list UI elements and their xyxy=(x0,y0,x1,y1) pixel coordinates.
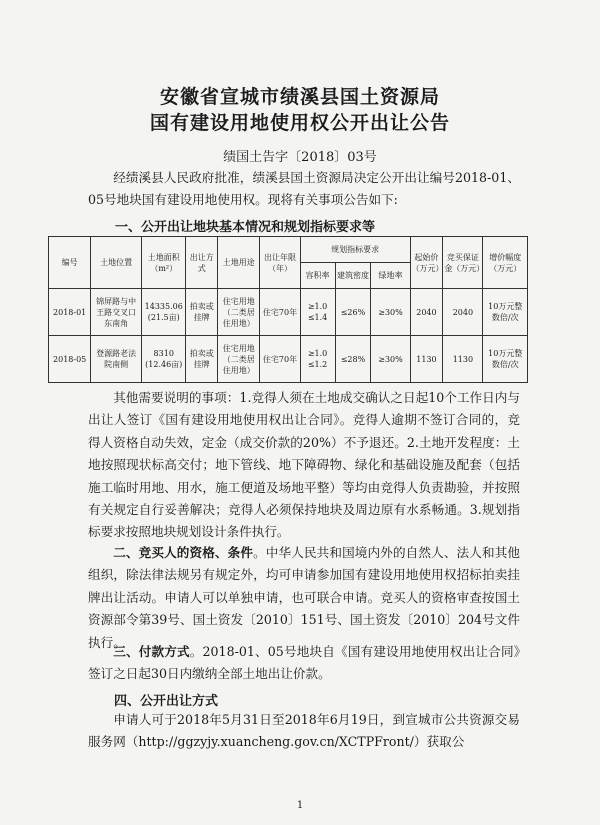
cell-far: ≥1.0 ≤1.2 xyxy=(300,336,335,383)
cell-green: ≥30% xyxy=(371,289,410,336)
cell-green: ≥30% xyxy=(371,336,410,383)
header-density: 建筑密度 xyxy=(335,263,371,289)
section-1-heading: 一、公开出让地块基本情况和规划指标要求等 xyxy=(115,220,376,235)
cell-area-value: 8310 xyxy=(153,349,174,358)
cell-deposit: 2040 xyxy=(443,289,483,336)
cell-increment: 10万元整数倍/次 xyxy=(483,289,528,336)
cell-id: 2018-01 xyxy=(49,289,91,336)
section-2-body: 。中华人民共和国境内外的自然人、法人和其他组织，除法律法规另有规定外，均可申请参加国有建设用地使用权招标拍卖挂牌出让活动。申请人可以单独申请，也可联合申请。竞买人的资格审查按国土资源部令第39号、国土资发〔2010〕151号、国土资发〔2010〕204号文件执行。 xyxy=(88,545,521,650)
land-plot-table xyxy=(48,236,528,383)
header-planning: 规划指标要求 xyxy=(300,237,410,263)
cell-density: ≤26% xyxy=(335,289,371,336)
section-3-body: 。2018-01、05号地块自《国有建设用地使用权出让合同》签订之日起30日内缴纳全部土地出让价款。 xyxy=(88,644,520,682)
cell-term: 住宅70年 xyxy=(260,289,300,336)
cell-use: 住宅用地（二类居住用地） xyxy=(218,336,260,383)
cell-density: ≤28% xyxy=(335,336,371,383)
table-row xyxy=(49,289,528,336)
cell-deposit: 1130 xyxy=(443,336,483,383)
cell-area xyxy=(142,336,186,383)
header-area: 土地面积（m²） xyxy=(142,237,186,289)
cell-area-mu: (12.46亩) xyxy=(145,360,183,369)
notes-paragraph: 其他需要说明的事项：1.竞得人须在土地成交确认之日起10个工作日内与出让人签订《国有建设用地使用权出让合同》。竞得人逾期不签订合同的，竞得人资格自动失效，定金（成交价款的20%）不予退还。2.土地开发程度：土地按照现状标高交付；地下管线、地下障碍物、绿化和基础设施及配套（包括施工临时用地、用水，施工便道及场地平整）等均由竞得人负责勘验，并按照有关规定自行妥善解决；竞得人必须保持地块及周边原有水系畅通。3.规划指标要求按照地块规划设计条件执行。 xyxy=(88,390,520,540)
cell-method: 拍卖或挂牌 xyxy=(186,336,218,383)
header-increment: 增价幅度（万元） xyxy=(483,237,528,289)
page-number: 1 xyxy=(296,800,304,811)
document-number: 绩国土告字〔2018〕03号 xyxy=(223,150,377,165)
cell-term: 住宅70年 xyxy=(260,336,300,383)
header-deposit: 竞买保证金（万元） xyxy=(443,237,483,289)
table-row xyxy=(49,336,528,383)
cell-id: 2018-05 xyxy=(49,336,91,383)
method-paragraph: 申请人可于2018年5月31日至2018年6月19日，到宣城市公共资源交易服务网（http://ggzyjy.xuancheng.gov.cn/XCTPFront/）获取公 xyxy=(88,712,520,750)
cell-increment: 10万元整数倍/次 xyxy=(483,336,528,383)
cell-use: 住宅用地（二类居住用地） xyxy=(218,289,260,336)
cell-start-price: 1130 xyxy=(410,336,443,383)
header-term: 出让年限（年） xyxy=(260,237,300,289)
cell-area-mu: (21.5亩) xyxy=(147,313,180,322)
cell-far: ≥1.0 ≤1.4 xyxy=(300,289,335,336)
header-id: 编号 xyxy=(49,237,91,289)
intro-paragraph: 经绩溪县人民政府批准，绩溪县国土资源局决定公开出让编号2018-01、05号地块国有建设用地使用权。现将有关事项公告如下: xyxy=(88,170,520,208)
cell-start-price: 2040 xyxy=(410,289,443,336)
cell-area-value: 14335.06 xyxy=(144,302,183,311)
section-2-heading: 二、竞买人的资格、条件 xyxy=(113,545,254,560)
header-far: 容积率 xyxy=(300,263,335,289)
section-4-heading: 四、公开出让方式 xyxy=(114,694,219,709)
section-3-heading: 三、付款方式 xyxy=(113,644,190,659)
header-location: 土地位置 xyxy=(91,237,142,289)
cell-method: 拍卖或挂牌 xyxy=(186,289,218,336)
bidder-paragraph xyxy=(88,542,520,654)
header-use: 土地用途 xyxy=(218,237,260,289)
payment-paragraph xyxy=(88,641,520,686)
cell-location: 登源路老法院南侧 xyxy=(91,336,142,383)
header-green: 绿地率 xyxy=(371,263,410,289)
header-start-price: 起始价（万元） xyxy=(410,237,443,289)
title-line-1: 安徽省宣城市绩溪县国土资源局 xyxy=(159,86,440,108)
header-method: 出让方式 xyxy=(186,237,218,289)
cell-location: 锦屏路与中王路交叉口东南角 xyxy=(91,289,142,336)
title-line-2: 国有建设用地使用权公开出让公告 xyxy=(149,112,450,134)
cell-area xyxy=(142,289,186,336)
